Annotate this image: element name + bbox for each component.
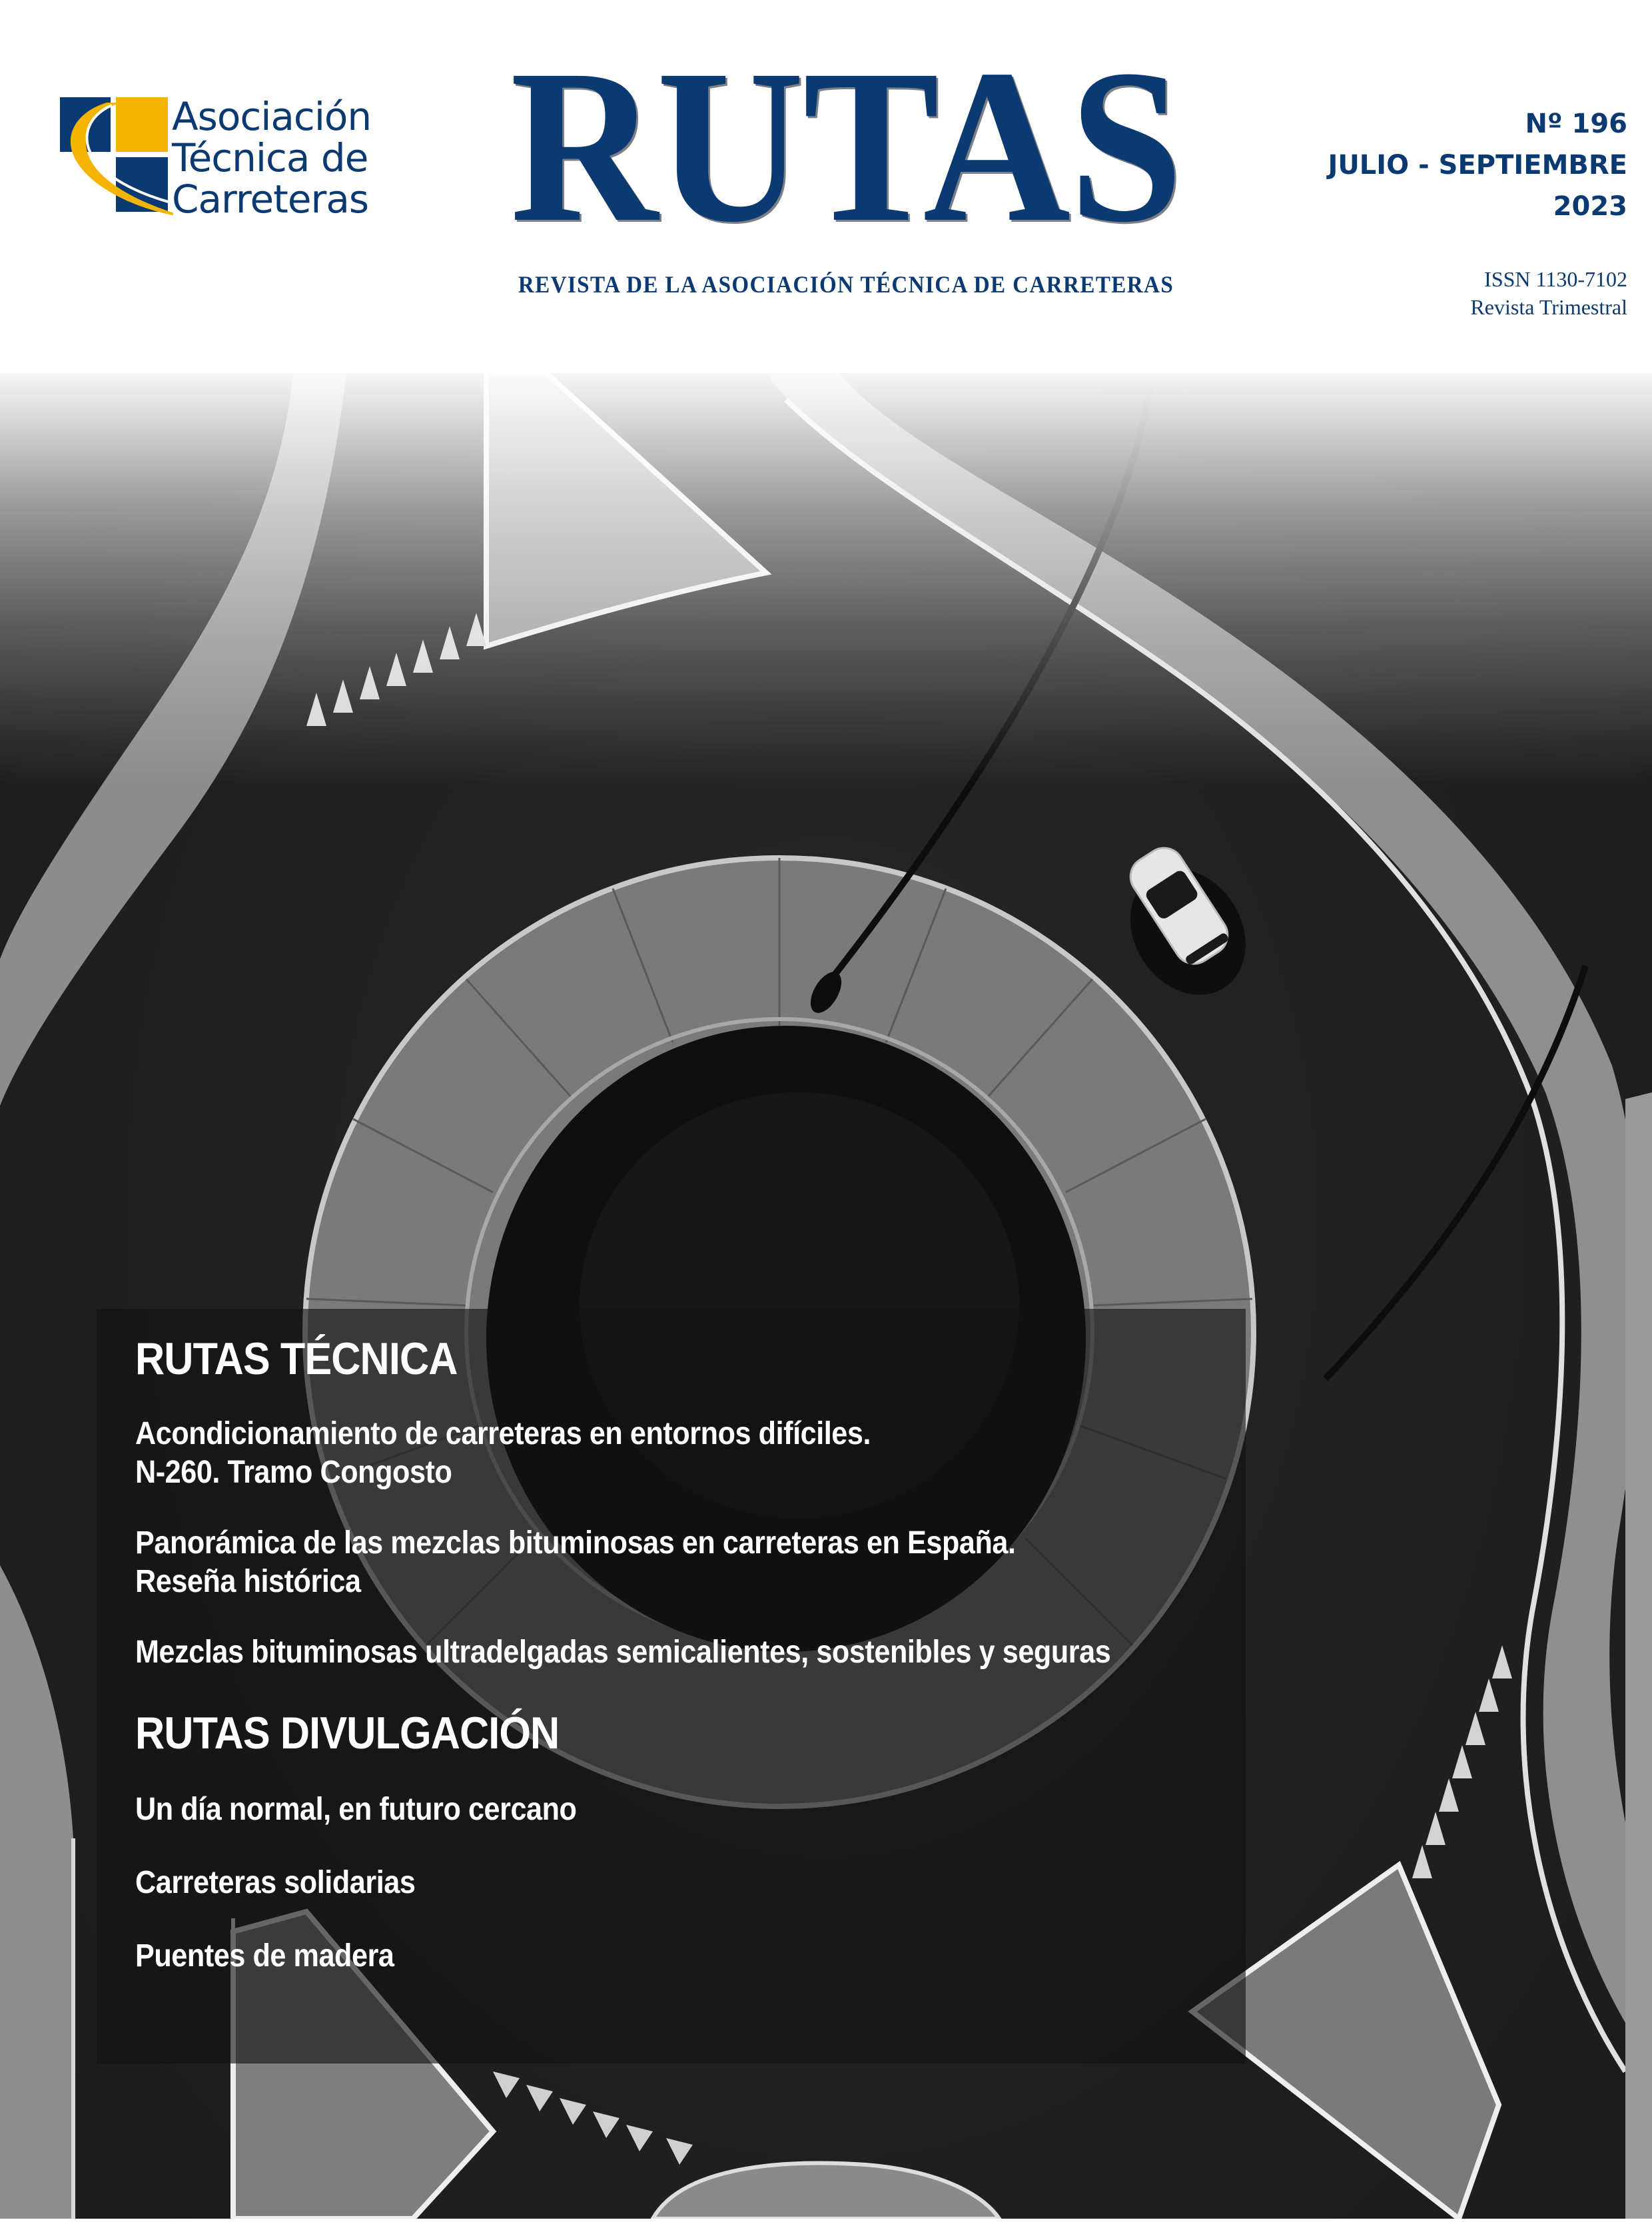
masthead <box>480 25 1212 298</box>
logo-line-2: Técnica de <box>172 135 368 181</box>
issue-number: Nº 196 <box>1525 109 1627 139</box>
issn: ISSN 1130-7102 <box>1484 267 1627 291</box>
photo-top-fade <box>0 360 1652 786</box>
article-line: N-260. Tramo Congosto <box>135 1455 452 1490</box>
issue-info <box>1328 103 1627 227</box>
atc-logo-text <box>172 96 371 220</box>
issue-year: 2023 <box>1553 191 1627 222</box>
article-line: Un día normal, en futuro cercano <box>135 1792 577 1827</box>
article-carreteras-solidarias[interactable] <box>135 1864 1219 1902</box>
article-dia-normal[interactable] <box>135 1790 1219 1829</box>
section-title-rutas-tecnica: RUTAS TÉCNICA <box>135 1333 458 1384</box>
issue-period: JULIO - SEPTIEMBRE <box>1328 150 1627 181</box>
masthead-subtitle: REVISTA DE LA ASOCIACIÓN TÉCNICA DE CARRETERAS <box>518 271 1174 298</box>
frequency: Revista Trimestral <box>1470 295 1627 319</box>
article-mezclas-ultradelgadas[interactable] <box>135 1633 1219 1672</box>
atc-logo <box>60 93 406 226</box>
publication-info <box>1470 265 1627 321</box>
article-acondicionamiento[interactable] <box>135 1415 1219 1492</box>
logo-line-3: Carreteras <box>172 177 369 222</box>
atc-logo-mark-icon <box>60 93 173 226</box>
article-puentes-madera[interactable] <box>135 1937 1219 1976</box>
article-line: Panorámica de las mezclas bituminosas en carreteras en España. <box>135 1525 1016 1561</box>
cover-contents <box>135 1332 1219 1976</box>
article-line: Mezclas bituminosas ultradelgadas semicalientes, sostenibles y seguras <box>135 1635 1111 1670</box>
logo-line-1: Asociación <box>172 94 372 139</box>
article-line: Carreteras solidarias <box>135 1865 416 1900</box>
masthead-title: RUTAS <box>510 25 1182 268</box>
article-line: Puentes de madera <box>135 1938 394 1974</box>
article-panoramica[interactable] <box>135 1524 1219 1601</box>
article-line: Reseña histórica <box>135 1564 361 1599</box>
article-line: Acondicionamiento de carreteras en entornos difíciles. <box>135 1416 871 1451</box>
section-title-rutas-divulgacion: RUTAS DIVULGACIÓN <box>135 1708 560 1758</box>
cover-header <box>0 0 1652 373</box>
